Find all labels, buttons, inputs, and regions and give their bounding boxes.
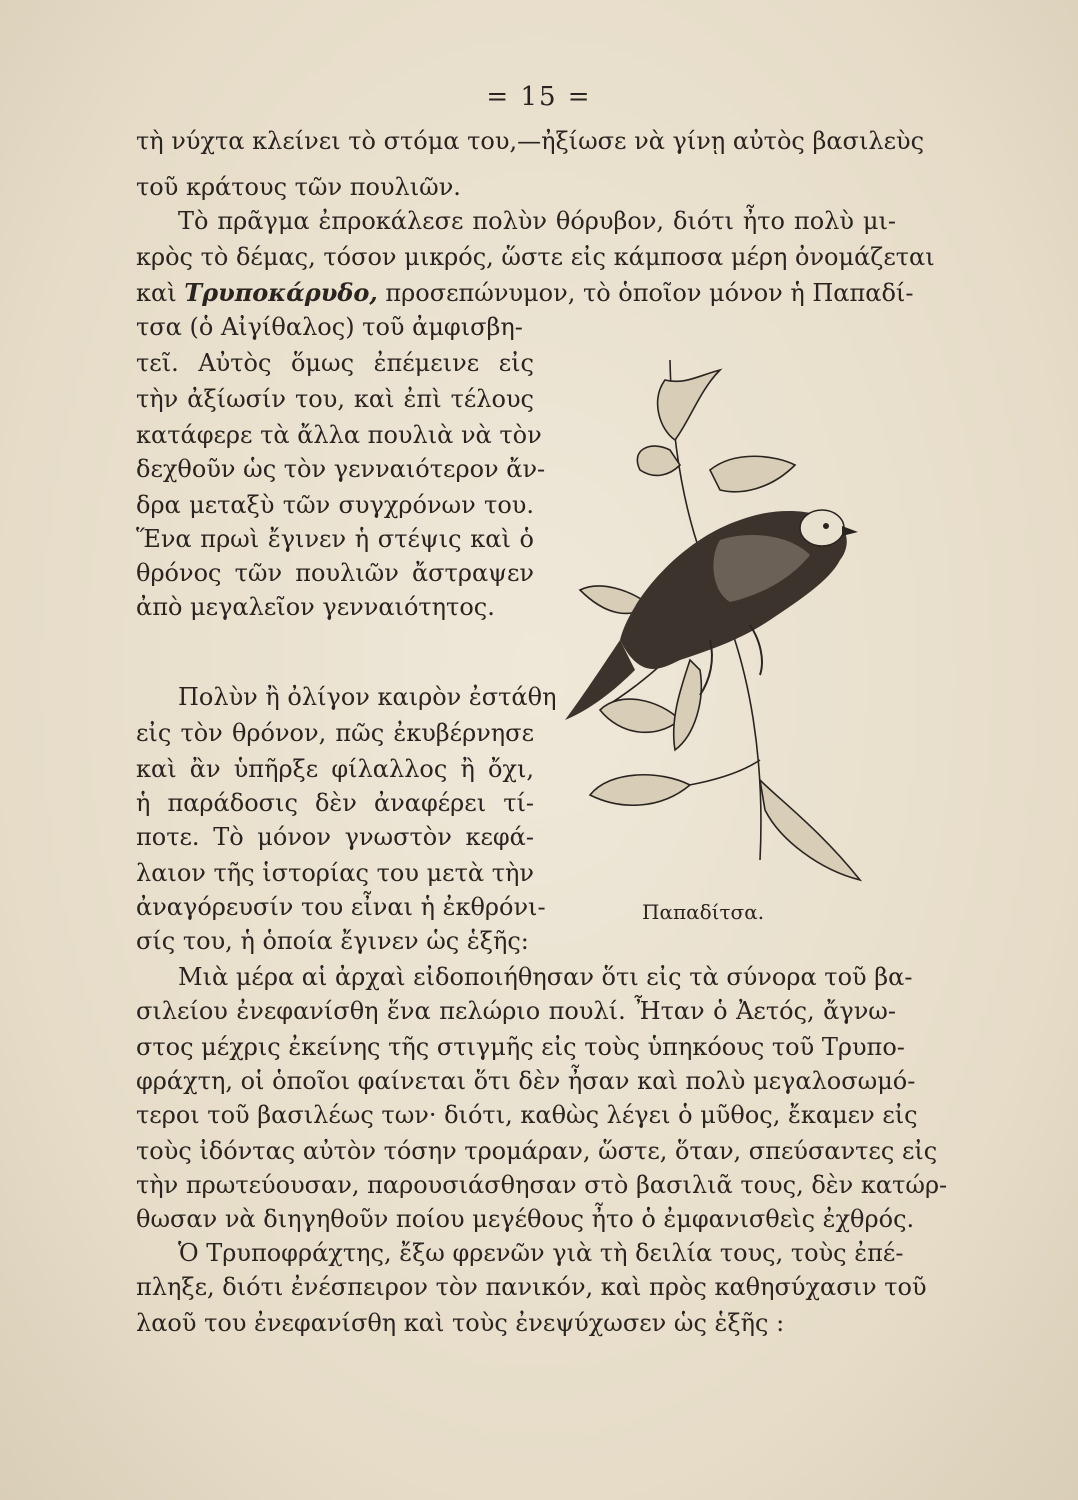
text-span: προσεπώνυμον, τὸ ὁποῖον μόνον ἡ Παπαδί-: [377, 279, 914, 307]
text-line: Ὁ Τρυποφράχτης, ἔξω φρενῶν γιὰ τὴ δειλία τους, τοὺς ἐπέ-: [178, 1239, 904, 1267]
text-line: τσα (ὁ Αἰγίθαλος) τοῦ ἀμφισβη-: [136, 313, 523, 341]
text-line: Ἕνα πρωὶ ἔγινεν ἡ στέψις καὶ ὁ: [136, 525, 534, 553]
text-line: τὴ νύχτα κλείνει τὸ στόμα του,—ἠξίωσε νὰ γίνῃ αὐτὸς βασιλεὺς: [136, 127, 925, 155]
text-line: τεροι τοῦ βασιλέως των· διότι, καθὼς λέγει ὁ μῦθος, ἔκαμεν εἰς: [136, 1101, 918, 1129]
text-line: καὶ ἂν ὑπῆρξε φίλαλλος ἢ ὄχι,: [136, 755, 534, 783]
text-line: δεχθοῦν ὡς τὸν γενναιότερον ἄν-: [136, 455, 546, 483]
text-line: τοῦ κράτους τῶν πουλιῶν.: [136, 173, 461, 201]
bold-term: Τρυποκάρυδο,: [184, 278, 378, 307]
text-line: τὴν ἀξίωσίν του, καὶ ἐπὶ τέλους: [136, 385, 534, 413]
text-line: δρα μεταξὺ τῶν συγχρόνων του.: [136, 491, 534, 519]
text-line: σίς του, ἡ ὁποία ἔγινεν ὡς ἑξῆς:: [136, 927, 529, 955]
text-span: καὶ: [136, 279, 185, 307]
text-line: τοὺς ἰδόντας αὐτὸν τόσην τρομάραν, ὥστε, ὅταν, σπεύσαντες εἰς: [136, 1137, 938, 1165]
text-line: εἰς τὸν θρόνον, πῶς ἐκυβέρνησε: [136, 719, 534, 747]
text-line: θωσαν νὰ διηγηθοῦν ποίου μεγέθους ἦτο ὁ ἐμφανισθεὶς ἐχθρός.: [136, 1205, 915, 1233]
bird-illustration: [560, 340, 880, 900]
text-line: ἀναγόρευσίν του εἶναι ἡ ἐκθρόνι-: [136, 893, 546, 921]
text-line: κρὸς τὸ δέμας, τόσον μικρός, ὥστε εἰς κάμποσα μέρη ὀνομάζεται: [136, 243, 935, 271]
text-line: τὴν πρωτεύουσαν, παρουσιάσθησαν στὸ βασιλιᾶ τους, δὲν κατώρ-: [136, 1171, 948, 1199]
bird-icon: [565, 510, 858, 720]
page-number: = 15 =: [486, 82, 592, 112]
text-line: ἡ παράδοσις δὲν ἀναφέρει τί-: [136, 789, 534, 817]
text-line: λαοῦ του ἐνεφανίσθη καὶ τοὺς ἐνεψύχωσεν ὡς ἑξῆς :: [136, 1309, 785, 1337]
text-line: πληξε, διότι ἐνέσπειρον τὸν πανικόν, καὶ πρὸς καθησύχασιν τοῦ: [136, 1273, 927, 1301]
text-line-with-bold: [136, 276, 914, 310]
text-line: τεῖ. Αὐτὸς ὅμως ἐπέμεινε εἰς: [136, 349, 534, 377]
text-line: κατάφερε τὰ ἄλλα πουλιὰ νὰ τὸν: [136, 421, 542, 449]
text-line: θρόνος τῶν πουλιῶν ἄστραψεν: [136, 559, 534, 587]
text-line: ἀπὸ μεγαλεῖον γενναιότητος.: [136, 593, 495, 621]
text-line: λαιον τῆς ἱστορίας του μετὰ τὴν: [136, 859, 534, 887]
text-line: σιλείου ἐνεφανίσθη ἕνα πελώριο πουλί. Ἦταν ὁ Ἀετός, ἄγνω-: [136, 997, 896, 1025]
text-line: ποτε. Τὸ μόνον γνωστὸν κεφά-: [136, 823, 534, 851]
figure-caption: Παπαδίτσα.: [642, 900, 765, 924]
text-line: Πολὺν ἢ ὀλίγον καιρὸν ἐστάθη: [178, 683, 557, 711]
text-line: φράχτη, οἱ ὁποῖοι φαίνεται ὅτι δὲν ἦσαν καὶ πολὺ μεγαλοσωμό-: [136, 1067, 916, 1095]
text-line: Τὸ πρᾶγμα ἐπροκάλεσε πολὺν θόρυβον, διότι ἦτο πολὺ μι-: [178, 207, 896, 235]
text-line: Μιὰ μέρα αἱ ἀρχαὶ εἰδοποιήθησαν ὅτι εἰς τὰ σύνορα τοῦ βα-: [178, 963, 913, 991]
text-line: στος μέχρις ἐκείνης τῆς στιγμῆς εἰς τοὺς ὑπηκόους τοῦ Τρυπο-: [136, 1033, 905, 1061]
